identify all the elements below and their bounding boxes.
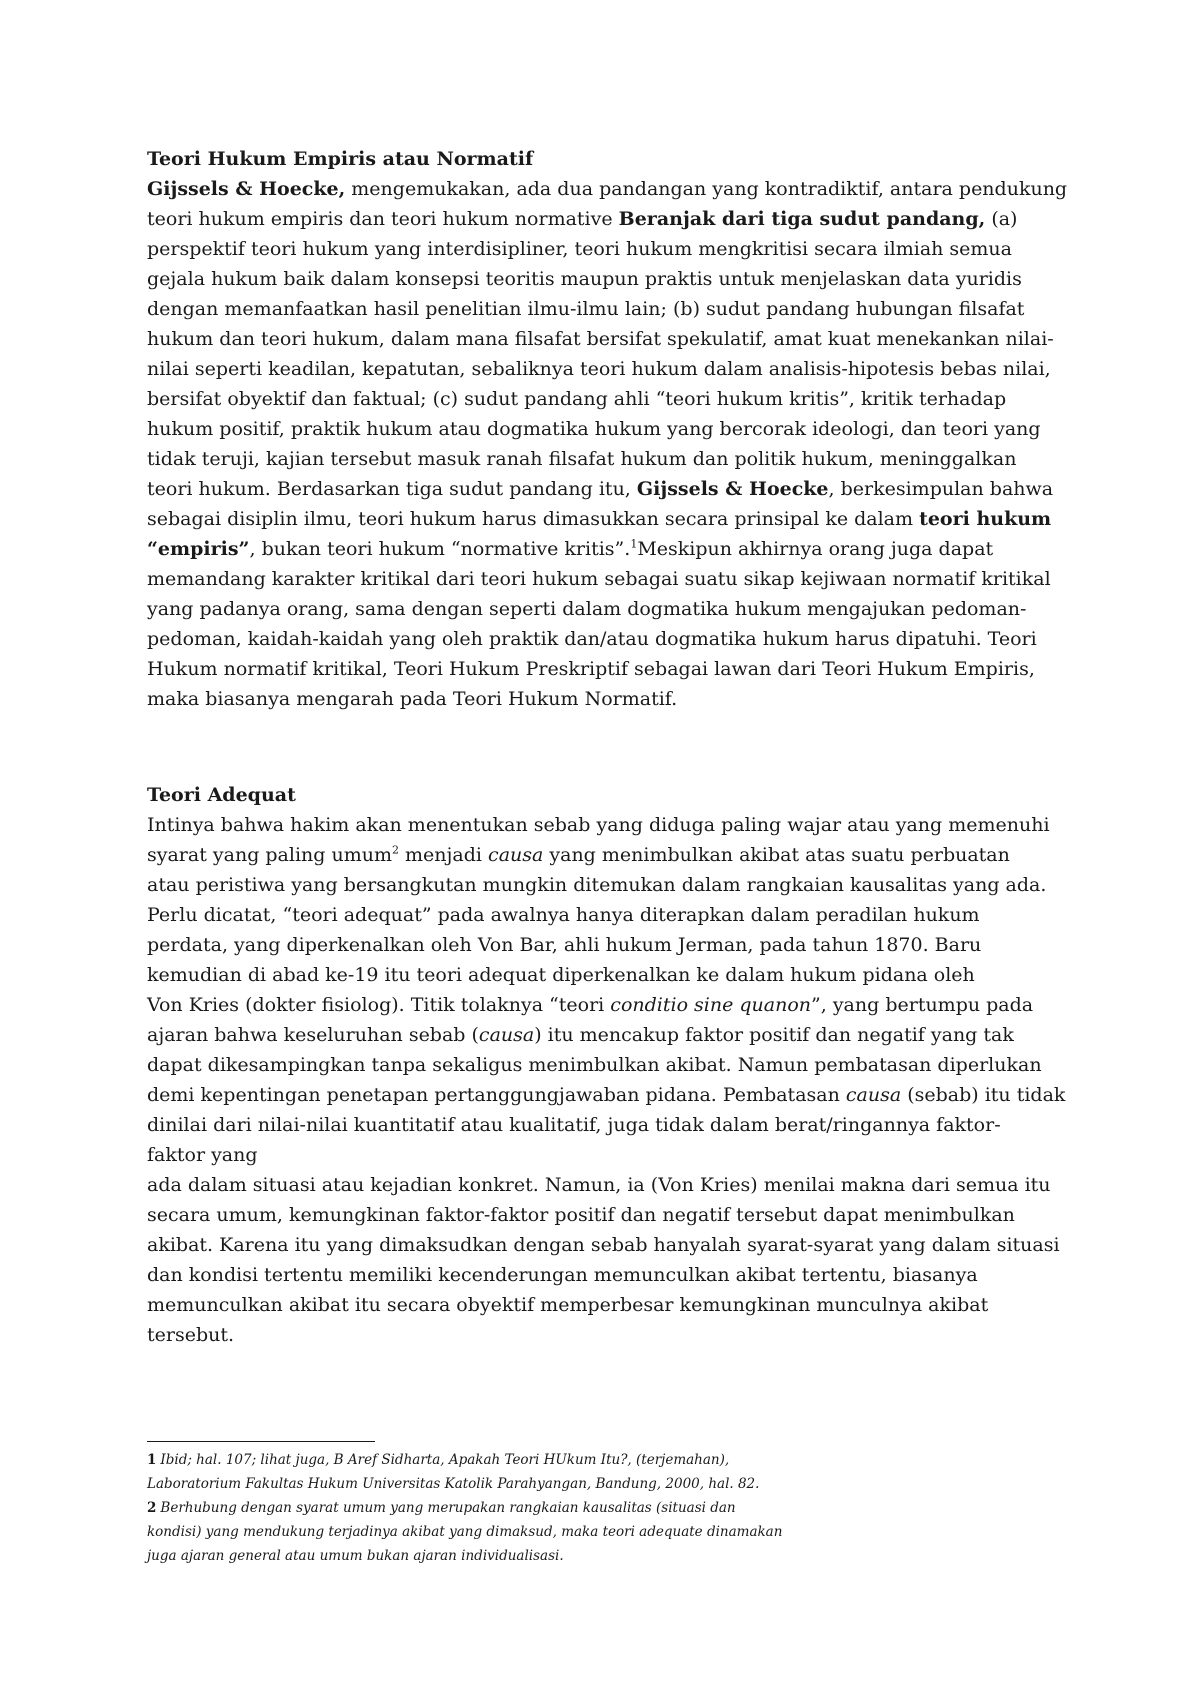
- bold-text: “empiris”: [147, 538, 250, 560]
- footnote-text: Laboratorium Fakultas Hukum Universitas Katolik Parahyangan, Bandung, 2000, hal. 82.: [147, 1476, 760, 1492]
- text-line: [147, 504, 1067, 534]
- text-line: [147, 234, 1067, 264]
- text-run: dinilai dari nilai-nilai kuantitatif atau kualitatif, juga tidak dalam berat/ringannya faktor-: [147, 1114, 1001, 1136]
- text-line: [147, 444, 1067, 474]
- text-run: secara umum, kemungkinan faktor-faktor positif dan negatif tersebut dapat menimbulkan: [147, 1204, 1015, 1226]
- text-run: ) itu mencakup faktor positif dan negatif yang tak: [534, 1024, 1014, 1046]
- text-run: Intinya bahwa hakim akan menentukan sebab yang diduga paling wajar atau yang memenuhi: [147, 814, 1050, 836]
- text-line: [147, 1200, 1067, 1230]
- text-run: maka biasanya mengarah pada Teori Hukum Normatif.: [147, 688, 678, 710]
- bold-text: Gijssels & Hoecke,: [147, 178, 346, 200]
- text-line: [147, 960, 1067, 990]
- section-teori-hukum-empiris: [147, 144, 1067, 714]
- text-run: sebagai disiplin ilmu, teori hukum harus dimasukkan secara prinsipal ke dalam: [147, 508, 920, 530]
- text-run: teori hukum empiris dan teori hukum normative: [147, 208, 619, 230]
- text-run: menjadi: [399, 844, 489, 866]
- text-run: yang padanya orang, sama dengan seperti dalam dogmatika hukum mengajukan pedoman-: [147, 598, 1027, 620]
- text-run: hukum dan teori hukum, dalam mana filsafat bersifat spekulatif, amat kuat menekankan nilai-: [147, 328, 1054, 350]
- text-run: gejala hukum baik dalam konsepsi teoritis maupun praktis untuk menjelaskan data yuridis: [147, 268, 1022, 290]
- text-line: [147, 294, 1067, 324]
- text-run: dengan memanfaatkan hasil penelitian ilmu-ilmu lain; (b) sudut pandang hubungan filsafat: [147, 298, 1025, 320]
- text-line: [147, 1320, 1067, 1350]
- text-line: [147, 594, 1067, 624]
- footnote-reference: 1: [630, 537, 638, 551]
- text-run: , berkesimpulan bahwa: [828, 478, 1054, 500]
- section-body: [147, 810, 1067, 1350]
- text-line: [147, 900, 1067, 930]
- text-run: memandang karakter kritikal dari teori hukum sebagai suatu sikap kejiwaan normatif kritikal: [147, 568, 1051, 590]
- italic-text: causa: [845, 1084, 902, 1106]
- text-run: dan kondisi tertentu memiliki kecenderungan memunculkan akibat tertentu, biasanya: [147, 1264, 978, 1286]
- text-run: teori hukum. Berdasarkan tiga sudut pandang itu,: [147, 478, 637, 500]
- text-run: yang menimbulkan akibat atas suatu perbuatan: [543, 844, 1010, 866]
- text-run: memunculkan akibat itu secara obyektif memperbesar kemungkinan munculnya akibat: [147, 1294, 989, 1316]
- text-line: [147, 414, 1067, 444]
- text-line: [147, 1290, 1067, 1320]
- text-line: [147, 1050, 1067, 1080]
- text-run: faktor yang: [147, 1144, 258, 1166]
- text-run: perdata, yang diperkenalkan oleh Von Bar, ahli hukum Jerman, pada tahun 1870. Baru: [147, 934, 982, 956]
- footnote-line: [147, 1544, 1047, 1568]
- text-line: [147, 1230, 1067, 1260]
- text-run: (a): [985, 208, 1018, 230]
- text-line: [147, 810, 1067, 840]
- section-teori-adequat: [147, 780, 1067, 1350]
- text-run: bersifat obyektif dan faktual; (c) sudut pandang ahli “teori hukum kritis”, kritik terhadap: [147, 388, 1007, 410]
- text-line: [147, 684, 1067, 714]
- bold-text: Gijssels & Hoecke: [636, 478, 829, 500]
- text-line: [147, 1020, 1067, 1050]
- text-line: [147, 1080, 1067, 1110]
- text-line: [147, 474, 1067, 504]
- text-run: demi kepentingan penetapan pertanggungjawaban pidana. Pembatasan: [147, 1084, 846, 1106]
- footnote-text: juga ajaran general atau umum bukan ajaran individualisasi.: [147, 1548, 564, 1564]
- footnote-line: [147, 1448, 1047, 1472]
- text-run: tidak teruji, kajian tersebut masuk ranah filsafat hukum dan politik hukum, meninggalkan: [147, 448, 1017, 470]
- text-line: [147, 930, 1067, 960]
- footnote-reference: 2: [392, 843, 399, 857]
- text-run: ajaran bahwa keseluruhan sebab (: [147, 1024, 479, 1046]
- footnote-text: Berhubung dengan syarat umum yang merupakan rangkaian kausalitas (situasi dan: [160, 1500, 736, 1516]
- text-run: tersebut.: [147, 1324, 235, 1346]
- text-run: mengemukakan, ada dua pandangan yang kontradiktif, antara pendukung: [345, 178, 1068, 200]
- text-line: [147, 990, 1067, 1020]
- footnote-line: [147, 1520, 1047, 1544]
- italic-text: conditio sine quanon: [610, 994, 812, 1016]
- footnote-text: kondisi) yang mendukung terjadinya akibat yang dimaksud, maka teori adequate dinamakan: [147, 1524, 783, 1540]
- footnote-line: [147, 1496, 1047, 1520]
- text-run: nilai seperti keadilan, kepatutan, sebaliknya teori hukum dalam analisis-hipotesis bebas nilai,: [147, 358, 1051, 380]
- text-line: [147, 624, 1067, 654]
- italic-text: causa: [488, 844, 544, 866]
- text-run: Meskipun akhirnya orang juga dapat: [637, 538, 994, 560]
- bold-text: teori hukum: [919, 508, 1052, 530]
- text-run: pedoman, kaidah-kaidah yang oleh praktik dan/atau dogmatika hukum harus dipatuhi. Teori: [147, 628, 1037, 650]
- text-run: perspektif teori hukum yang interdisipliner, teori hukum mengkritisi secara ilmiah semua: [147, 238, 1013, 260]
- footnote-number: 2: [147, 1500, 157, 1516]
- footnote-separator: [147, 1441, 375, 1442]
- text-line: [147, 1140, 1067, 1170]
- footnote-number: 1: [147, 1452, 157, 1468]
- footnote-line: [147, 1472, 1047, 1496]
- bold-text: Beranjak dari tiga sudut pandang,: [618, 208, 986, 230]
- text-run: akibat. Karena itu yang dimaksudkan dengan sebab hanyalah syarat-syarat yang dalam situasi: [147, 1234, 1060, 1256]
- text-run: Von Kries (dokter fisiolog). Titik tolaknya “teori: [147, 994, 611, 1016]
- text-line: [147, 204, 1067, 234]
- italic-text: causa: [478, 1024, 535, 1046]
- text-line: [147, 174, 1067, 204]
- text-line: [147, 564, 1067, 594]
- text-line: [147, 870, 1067, 900]
- text-run: (sebab) itu tidak: [901, 1084, 1066, 1106]
- text-line: [147, 840, 1067, 870]
- text-run: dapat dikesampingkan tanpa sekaligus menimbulkan akibat. Namun pembatasan diperlukan: [147, 1054, 1042, 1076]
- text-line: [147, 1170, 1067, 1200]
- text-line: [147, 1110, 1067, 1140]
- text-run: ada dalam situasi atau kejadian konkret. Namun, ia (Von Kries) menilai makna dari semua itu: [147, 1174, 1051, 1196]
- text-run: kemudian di abad ke-19 itu teori adequat diperkenalkan ke dalam hukum pidana oleh: [147, 964, 975, 986]
- text-line: [147, 1260, 1067, 1290]
- text-line: [147, 654, 1067, 684]
- text-run: syarat yang paling umum: [147, 844, 392, 866]
- text-run: , bukan teori hukum “normative kritis”.: [249, 538, 631, 560]
- text-run: atau peristiwa yang bersangkutan mungkin ditemukan dalam rangkaian kausalitas yang ada.: [147, 874, 1047, 896]
- footnote-text: Ibid; hal. 107; lihat juga, B Aref Sidharta, Apakah Teori HUkum Itu?, (terjemahan),: [160, 1452, 730, 1468]
- text-line: [147, 354, 1067, 384]
- text-run: Perlu dicatat, “teori adequat” pada awalnya hanya diterapkan dalam peradilan hukum: [147, 904, 980, 926]
- section-body: [147, 174, 1067, 714]
- section-heading: Teori Adequat: [147, 784, 296, 806]
- text-line: [147, 264, 1067, 294]
- text-line: [147, 384, 1067, 414]
- section-heading: Teori Hukum Empiris atau Normatif: [147, 148, 534, 170]
- text-line: [147, 534, 1067, 564]
- text-run: ”, yang bertumpu pada: [811, 994, 1034, 1016]
- text-line: [147, 324, 1067, 354]
- text-run: Hukum normatif kritikal, Teori Hukum Preskriptif sebagai lawan dari Teori Hukum Empiris,: [147, 658, 1035, 680]
- footnotes: [147, 1448, 1047, 1568]
- text-run: hukum positif, praktik hukum atau dogmatika hukum yang bercorak ideologi, dan teori yang: [147, 418, 1041, 440]
